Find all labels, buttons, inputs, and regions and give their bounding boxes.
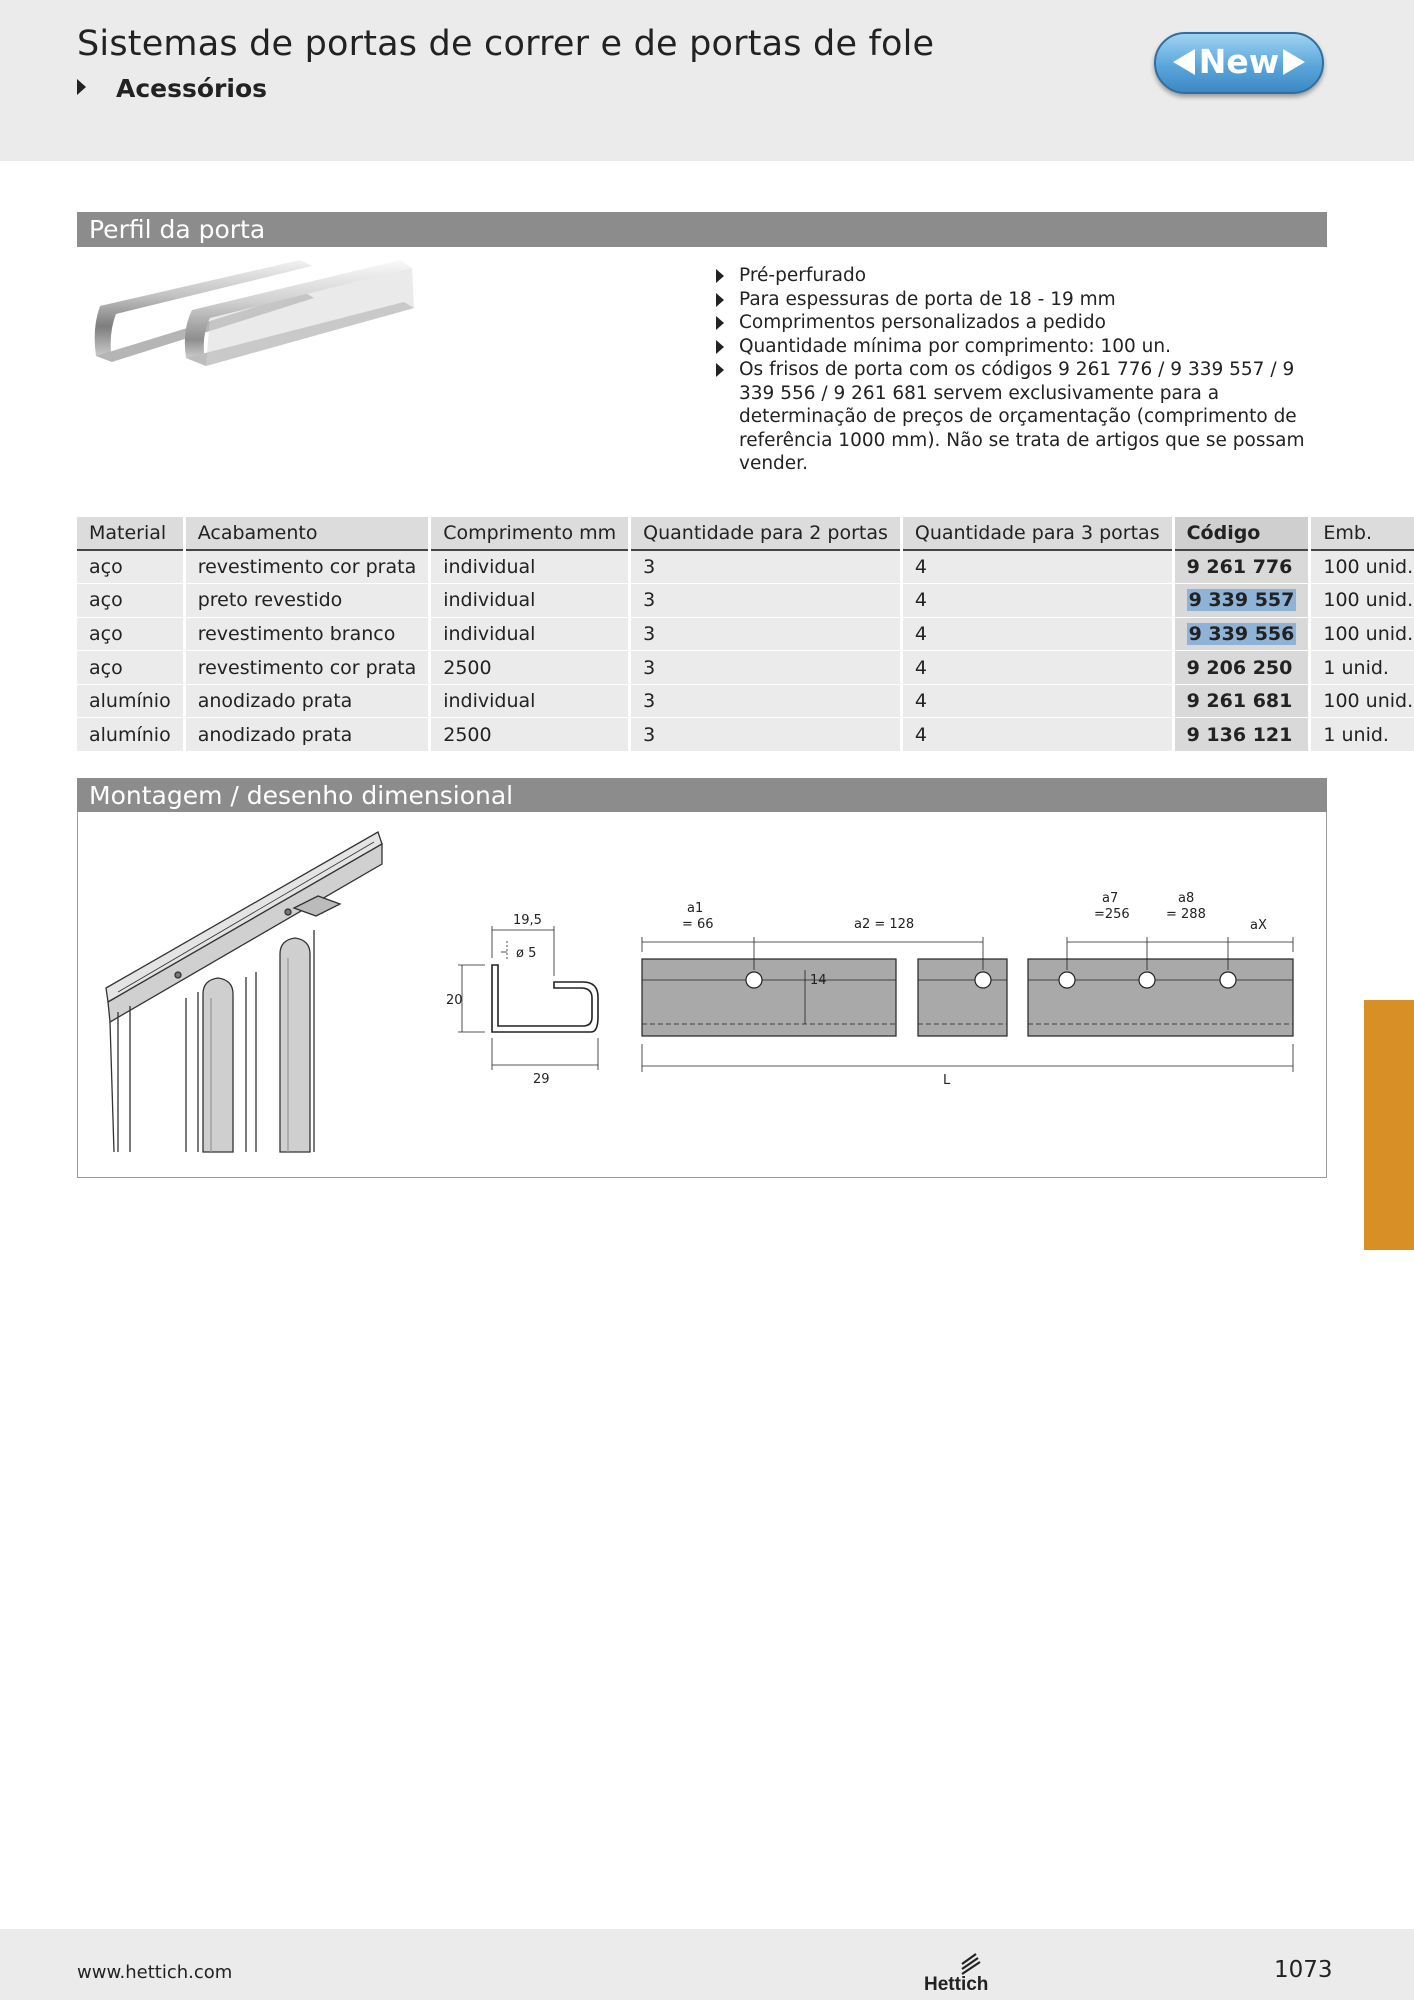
cell-qty-3: 4 xyxy=(901,584,1173,618)
page-header xyxy=(0,0,1414,161)
cell-emb: 100 unid. xyxy=(1310,550,1414,584)
dim-a7-value: =256 xyxy=(1094,907,1130,922)
feature-item: Para espessuras de porta de 18 - 19 mm xyxy=(714,288,1334,312)
cell-acabamento: preto revestido xyxy=(184,584,430,618)
assembly-illustration xyxy=(106,832,382,1152)
header-qty-2: Quantidade para 2 portas xyxy=(630,517,902,550)
dim-20: 20 xyxy=(446,993,463,1008)
dim-length-l: L xyxy=(943,1073,951,1088)
product-table xyxy=(77,517,1414,752)
cell-qty-2: 3 xyxy=(630,550,902,584)
dim-a1-value: = 66 xyxy=(682,917,714,932)
section-title-montagem: Montagem / desenho dimensional xyxy=(77,778,1327,813)
footer-url: www.hettich.com xyxy=(77,1962,233,1983)
dim-ax: aX xyxy=(1250,918,1267,933)
cell-emb: 100 unid. xyxy=(1310,617,1414,651)
cell-comprimento: individual xyxy=(430,584,630,618)
header-qty-3: Quantidade para 3 portas xyxy=(901,517,1173,550)
section-title-perfil: Perfil da porta xyxy=(77,212,1327,247)
cell-emb: 1 unid. xyxy=(1310,651,1414,685)
profile-length-drawing xyxy=(642,937,1293,1072)
arrow-right-icon xyxy=(1283,49,1305,75)
table-row xyxy=(77,651,1414,685)
cell-qty-3: 4 xyxy=(901,684,1173,718)
cell-material: aço xyxy=(77,550,184,584)
table-row xyxy=(77,550,1414,584)
dim-a1: a1 xyxy=(687,901,704,916)
table-row xyxy=(77,718,1414,752)
header-codigo: Código xyxy=(1173,517,1310,550)
cell-material: alumínio xyxy=(77,718,184,752)
dim-19-5: 19,5 xyxy=(513,913,542,928)
arrow-left-icon xyxy=(1173,49,1195,75)
feature-item: Os frisos de porta com os códigos 9 261 776 / 9 339 557 / 9 339 556 / 9 261 681 servem exclusivamente para a determinação de preços de orçamentação (comprimento de referência 1000 mm). Não se trata de artigos que se possam vender. xyxy=(714,358,1334,476)
cell-qty-3: 4 xyxy=(901,550,1173,584)
page-title: Sistemas de portas de correr e de portas de fole xyxy=(77,24,935,64)
dim-a8-value: = 288 xyxy=(1166,907,1206,922)
drawing-svg xyxy=(78,812,1326,1177)
dim-29: 29 xyxy=(533,1072,550,1087)
dim-a8: a8 xyxy=(1178,891,1195,906)
table-row xyxy=(77,584,1414,618)
dim-14: 14 xyxy=(810,973,827,988)
cell-codigo: 9 136 121 xyxy=(1173,718,1310,752)
table-row xyxy=(77,684,1414,718)
cell-comprimento: individual xyxy=(430,684,630,718)
page-subtitle xyxy=(77,74,267,103)
cell-acabamento: anodizado prata xyxy=(184,684,430,718)
cell-material: aço xyxy=(77,617,184,651)
cell-comprimento: individual xyxy=(430,617,630,651)
bullet-triangle-icon xyxy=(77,79,86,95)
header-emb: Emb. xyxy=(1310,517,1414,550)
cell-acabamento: revestimento cor prata xyxy=(184,550,430,584)
hettich-logo xyxy=(920,1950,1000,1995)
cell-qty-3: 4 xyxy=(901,651,1173,685)
cell-codigo xyxy=(1173,584,1310,618)
cell-material: aço xyxy=(77,651,184,685)
table-header-row xyxy=(77,517,1414,550)
cell-acabamento: revestimento cor prata xyxy=(184,651,430,685)
subtitle-text: Acessórios xyxy=(116,74,268,103)
cell-codigo: 9 261 681 xyxy=(1173,684,1310,718)
chapter-side-tab xyxy=(1364,1000,1414,1250)
header-material: Material xyxy=(77,517,184,550)
feature-item: Pré-perfurado xyxy=(714,264,1334,288)
dim-a2: a2 = 128 xyxy=(854,917,915,932)
cell-qty-2: 3 xyxy=(630,718,902,752)
cell-qty-2: 3 xyxy=(630,651,902,685)
cell-qty-2: 3 xyxy=(630,617,902,651)
header-comprimento: Comprimento mm xyxy=(430,517,630,550)
cell-comprimento: 2500 xyxy=(430,718,630,752)
feature-item: Comprimentos personalizados a pedido xyxy=(714,311,1334,335)
page-number: 1073 xyxy=(1274,1957,1333,1983)
feature-list xyxy=(714,264,1334,476)
logo-text: Hettich xyxy=(924,1974,989,1995)
new-badge-label: New xyxy=(1198,42,1280,81)
table-row xyxy=(77,617,1414,651)
cell-qty-3: 4 xyxy=(901,718,1173,752)
cell-qty-3: 4 xyxy=(901,617,1173,651)
dimensional-drawing xyxy=(77,812,1327,1178)
cell-emb: 1 unid. xyxy=(1310,718,1414,752)
product-photo xyxy=(82,258,422,408)
header-acabamento: Acabamento xyxy=(184,517,430,550)
cell-acabamento: anodizado prata xyxy=(184,718,430,752)
new-badge xyxy=(1154,32,1324,94)
dim-diameter-5: ø 5 xyxy=(516,946,537,961)
cell-emb: 100 unid. xyxy=(1310,584,1414,618)
cell-codigo: 9 206 250 xyxy=(1173,651,1310,685)
cell-codigo xyxy=(1173,617,1310,651)
dim-a7: a7 xyxy=(1102,891,1119,906)
feature-item: Quantidade mínima por comprimento: 100 un. xyxy=(714,335,1334,359)
cell-material: aço xyxy=(77,584,184,618)
cell-acabamento: revestimento branco xyxy=(184,617,430,651)
highlighted-code: 9 339 556 xyxy=(1188,622,1295,645)
cell-material: alumínio xyxy=(77,684,184,718)
cell-qty-2: 3 xyxy=(630,584,902,618)
cell-comprimento: individual xyxy=(430,550,630,584)
cell-codigo: 9 261 776 xyxy=(1173,550,1310,584)
highlighted-code: 9 339 557 xyxy=(1188,589,1295,612)
cell-qty-2: 3 xyxy=(630,684,902,718)
cell-comprimento: 2500 xyxy=(430,651,630,685)
cell-emb: 100 unid. xyxy=(1310,684,1414,718)
